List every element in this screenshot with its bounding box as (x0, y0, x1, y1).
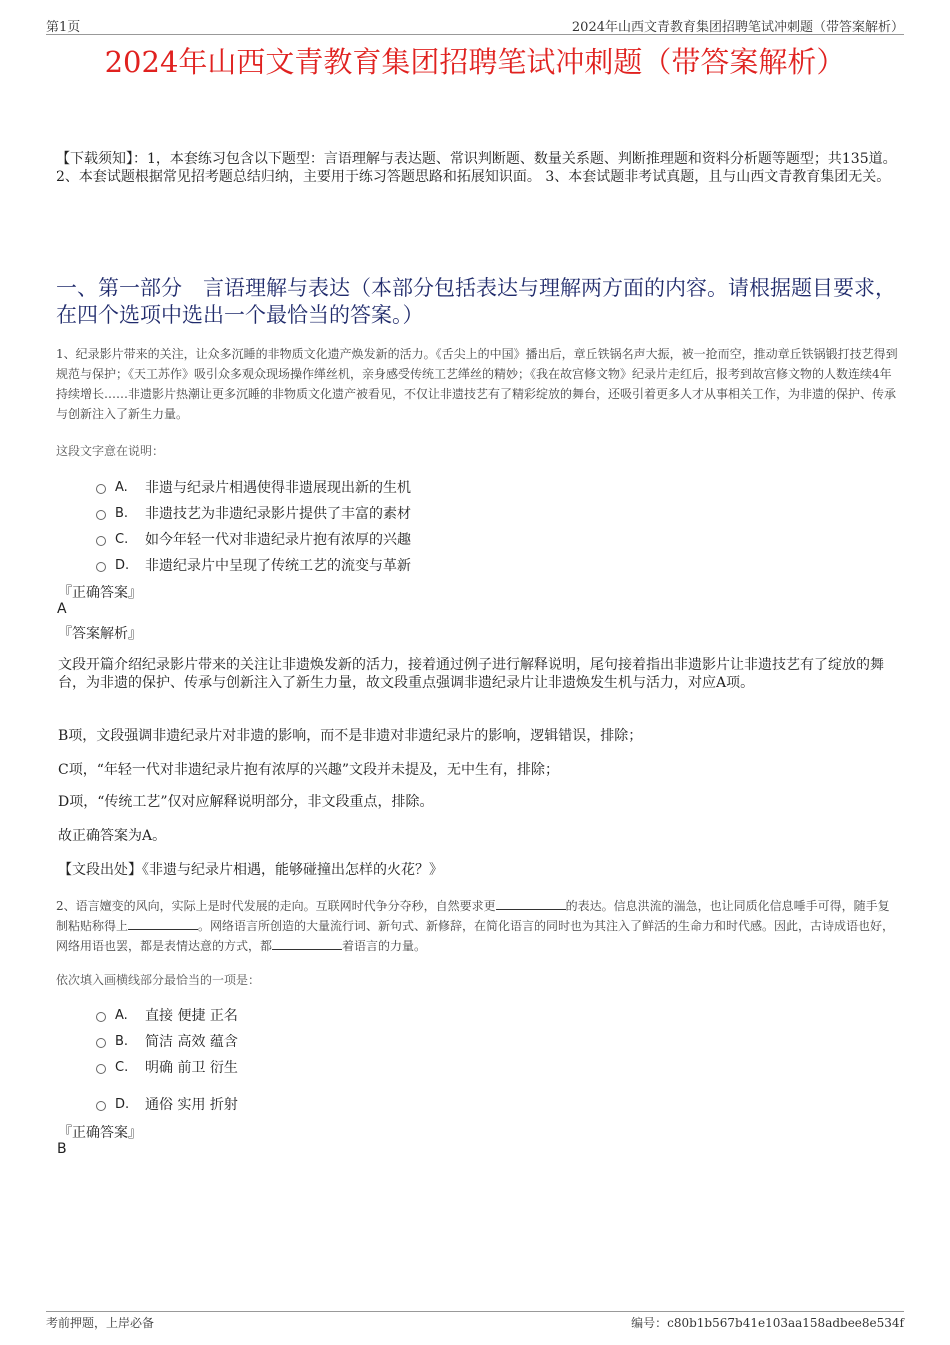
option-letter: D. (115, 1096, 130, 1112)
option-letter: B. (115, 1033, 129, 1049)
q2-answer: B (57, 1141, 67, 1157)
option-text: 明确 前卫 衍生 (145, 1060, 238, 1076)
option-letter: B. (115, 505, 129, 521)
radio-icon[interactable] (96, 1064, 106, 1074)
page-number: 第1页 (46, 20, 81, 35)
download-notice: 【下载须知】：1，本套练习包含以下题型：言语理解与表达题、常识判断题、数量关系题、判断推理题和资料分析题等题型；共135道。 2、本套试题根据常见招考题总结归纳，主要用于练习答题思路和拓展知识面。 3、本套试题非考试真题，且与山西文青教育集团无关。 (56, 151, 897, 185)
q2-option-d[interactable] (96, 1094, 238, 1114)
q2-text-part: 的表达。信息洪流的湍急，也让同质化信息唾手可得，随手复制粘贴称得上 (56, 899, 890, 933)
radio-icon[interactable] (96, 562, 106, 572)
option-text: 非遗纪录片中呈现了传统工艺的流变与革新 (145, 558, 411, 574)
option-text: 非遗技艺为非遗纪录影片提供了丰富的素材 (145, 506, 411, 522)
option-letter: D. (115, 557, 130, 573)
q1-option-d[interactable] (96, 555, 411, 575)
question-1-stem: 这段文字意在说明： (56, 444, 165, 458)
radio-icon[interactable] (96, 1038, 106, 1048)
option-text: 简洁 高效 蕴含 (145, 1034, 238, 1050)
q1-source: 【文段出处】《非遗与纪录片相遇，能够碰撞出怎样的火花？》 (58, 862, 443, 878)
q2-answer-label: 『正确答案』 (58, 1125, 142, 1141)
option-text: 直接 便捷 正名 (145, 1008, 238, 1024)
q1-analysis-label: 『答案解析』 (58, 626, 142, 642)
radio-icon[interactable] (96, 484, 106, 494)
fill-blank (496, 897, 566, 910)
q1-analysis-c: C项，“年轻一代对非遗纪录片抱有浓厚的兴趣”文段并未提及，无中生有，排除； (58, 762, 560, 778)
section-title: 一、第一部分 言语理解与表达（本部分包括表达与理解两方面的内容。请根据题目要求，在四个选项中选出一个最恰当的答案。） (56, 276, 896, 327)
question-2-stem: 依次填入画横线部分最恰当的一项是： (56, 973, 261, 987)
option-letter: C. (115, 531, 129, 547)
radio-icon[interactable] (96, 536, 106, 546)
q1-analysis-d: D项，“传统工艺”仅对应解释说明部分，非文段重点，排除。 (58, 794, 434, 810)
radio-icon[interactable] (96, 510, 106, 520)
question-1-text: 1、纪录影片带来的关注，让众多沉睡的非物质文化遗产焕发新的活力。《舌尖上的中国》播出后，章丘铁锅名声大振，被一抢而空，推动章丘铁锅锻打技艺得到规范与保护；《天工苏作》吸引众多观众现场操作缂丝机，亲身感受传统工艺缂丝的精妙；《我在故宫修文物》纪录片走红后，报考到故宫修文物的人数连续4年持续增长……非遗影片热潮让更多沉睡的非物质文化遗产被看见，不仅让非遗技艺有了精彩绽放的舞台，还吸引着更多人才从事相关工作，为非遗的保护、传承与创新注入了新生力量。 (56, 347, 898, 421)
q1-answer: A (57, 601, 67, 617)
q2-option-b[interactable] (96, 1031, 238, 1051)
q1-option-a[interactable] (96, 477, 411, 497)
q2-text-part: 。网络语言所创造的大量流行词、新句式、新修辞，在简化语言的同时也为其注入了鲜活的生命力和时代感。因此，古诗成语也好，网络用语也罢，都是表情达意的方式，都 (56, 919, 895, 953)
option-text: 通俗 实用 折射 (145, 1097, 238, 1113)
radio-icon[interactable] (96, 1101, 106, 1111)
q1-option-b[interactable] (96, 503, 411, 523)
option-letter: A. (115, 1007, 128, 1023)
fill-blank (128, 917, 198, 930)
q2-option-c[interactable] (96, 1057, 238, 1077)
q1-analysis-b: B项，文段强调非遗纪录片对非遗的影响，而不是非遗对非遗纪录片的影响，逻辑错误，排除； (58, 728, 643, 744)
footer-code: 编号：c80b1b567b41e103aa158adbee8e534f (631, 1316, 904, 1330)
q2-text-part: 2、语言嬗变的风向，实际上是时代发展的走向。互联网时代争分夺秒，自然要求更 (56, 899, 496, 913)
option-text: 非遗与纪录片相遇使得非遗展现出新的生机 (145, 480, 411, 496)
option-text: 如今年轻一代对非遗纪录片抱有浓厚的兴趣 (145, 532, 411, 548)
page-title: 2024年山西文青教育集团招聘笔试冲刺题（带答案解析） (104, 45, 846, 79)
footer-divider (46, 1311, 904, 1312)
header-divider (46, 34, 904, 35)
q2-text-part: 着语言的力量。 (342, 939, 427, 953)
q1-analysis-conclusion: 故正确答案为A。 (58, 828, 167, 844)
option-letter: C. (115, 1059, 129, 1075)
question-2-text (56, 896, 901, 956)
q1-answer-label: 『正确答案』 (58, 585, 142, 601)
option-letter: A. (115, 479, 128, 495)
fill-blank (272, 937, 342, 950)
header-doc-title: 2024年山西文青教育集团招聘笔试冲刺题（带答案解析） (571, 20, 904, 35)
q1-option-c[interactable] (96, 529, 411, 549)
q1-analysis-main: 文段开篇介绍纪录影片带来的关注让非遗焕发新的活力，接着通过例子进行解释说明，尾句接着指出非遗影片让非遗技艺有了绽放的舞台，为非遗的保护、传承与创新注入了新生力量，故文段重点强调非遗纪录片让非遗焕发生机与活力，对应A项。 (58, 657, 884, 691)
radio-icon[interactable] (96, 1012, 106, 1022)
footer-slogan: 考前押题，上岸必备 (46, 1316, 155, 1330)
q2-option-a[interactable] (96, 1005, 238, 1025)
